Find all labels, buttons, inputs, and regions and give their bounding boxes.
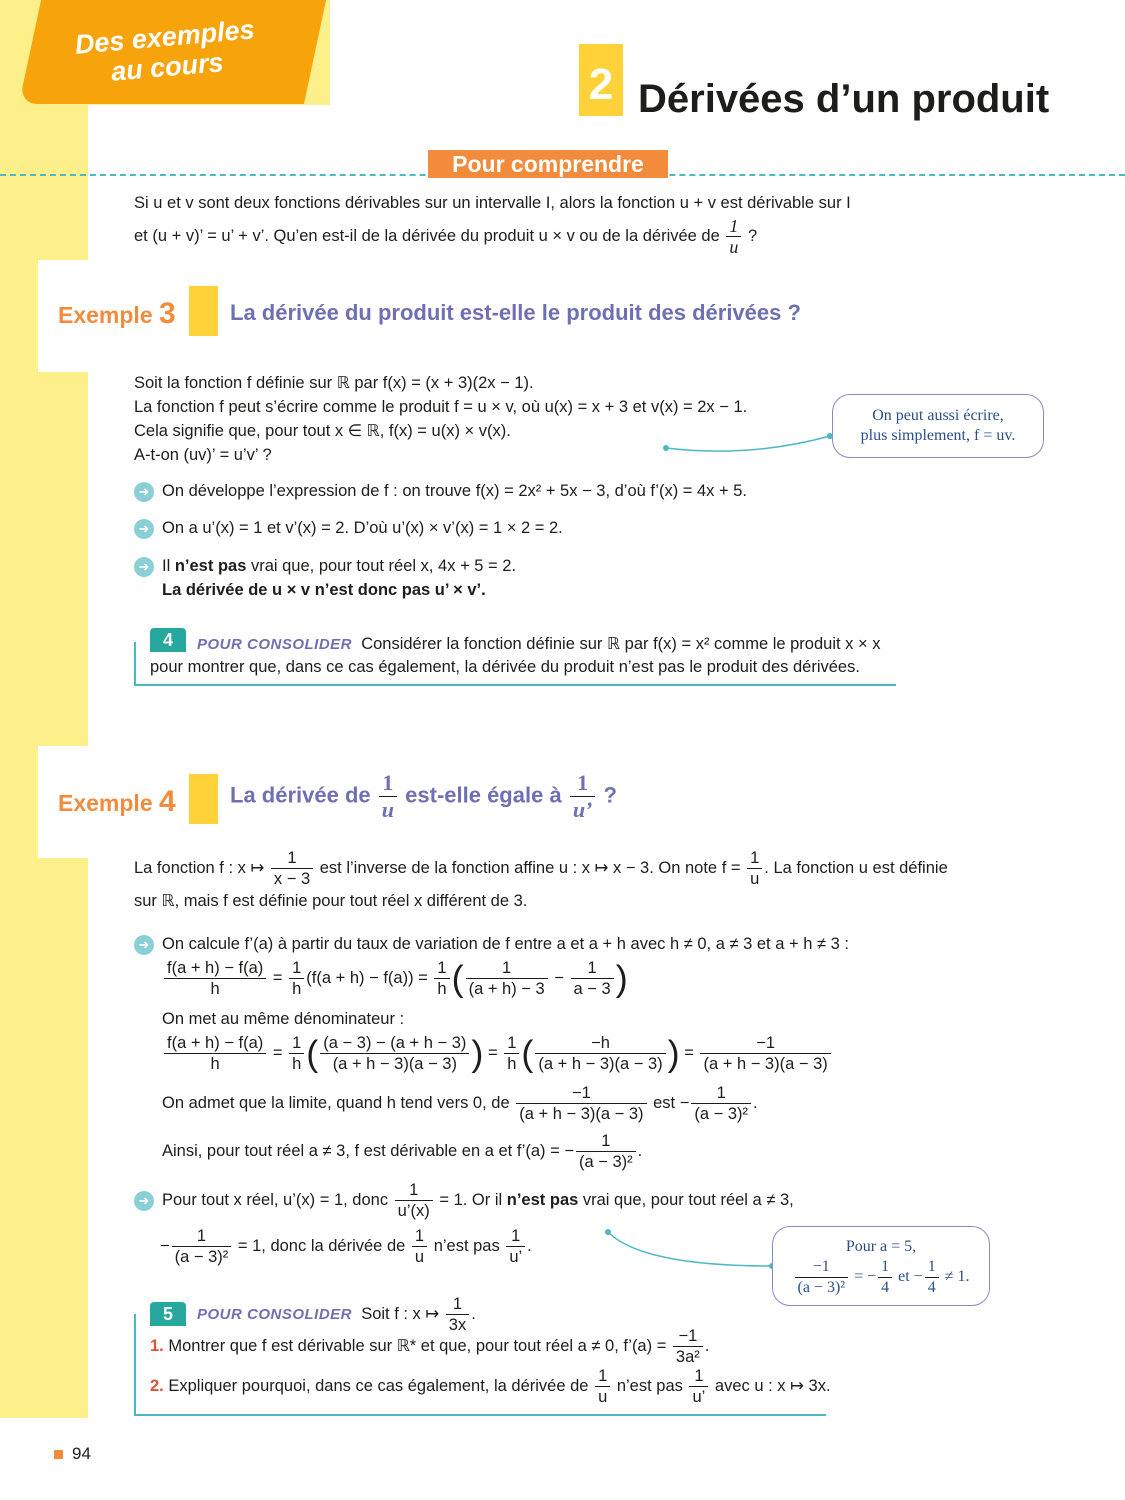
ex3-line1: Soit la fonction f définie sur ℝ par f(x) = (x + 3)(2x − 1). bbox=[134, 374, 534, 392]
consolider4-number: 4 bbox=[150, 628, 186, 652]
example4-bar bbox=[189, 774, 218, 824]
ex4-limit: On admet que la limite, quand h tend vers 0, de $\frac{-1}{(a + h - 3)(a - 3)}$ est − $\frac{1}{\text{(a − 3)²}}$ . bbox=[162, 1084, 758, 1123]
page-number: 94 bbox=[72, 1444, 91, 1463]
ex3-bullet2: ➜ On a u’(x) = 1 et v’(x) = 2. D’où u’(x) × v’(x) = 1 × 2 = 2. bbox=[134, 517, 563, 539]
intro-fraction: $\frac{1}{u}$ bbox=[726, 216, 741, 257]
example3-bar bbox=[189, 286, 218, 336]
ex4-bullet2-line2: − $\frac{1}{\text{(a − 3)²}}$ = 1, donc la dérivée de $\frac{1}{u}$ n’est pas $\frac{1}{u’}$ . bbox=[160, 1227, 532, 1266]
ex3-callout: On peut aussi écrire, plus simplement, f = uv. bbox=[832, 394, 1044, 458]
ex3-bullet1: ➜ On développe l’expression de f : on trouve f(x) = 2x² + 5x − 3, d’où f’(x) = 4x + 5. bbox=[134, 480, 747, 502]
page-bullet bbox=[54, 1450, 63, 1459]
arrow-icon: ➜ bbox=[134, 1191, 154, 1211]
consolider5-intro: POUR CONSOLIDER Soit f : x ↦ $\frac{1}{3x}$ . bbox=[197, 1295, 476, 1334]
example4-title: La dérivée de $\frac{1}{u}$ est-elle égale à $\frac{1}{u’}$ ? bbox=[230, 770, 617, 822]
arrow-icon: ➜ bbox=[134, 557, 154, 577]
consolider5-q2: 2. Expliquer pourquoi, dans ce cas également, la dérivée de $\frac{1}{u}$ n’est pas $\frac{1}{u’}$ avec u : x ↦ 3x. bbox=[150, 1367, 831, 1406]
consolider5-number: 5 bbox=[150, 1302, 186, 1326]
ex4-callout-connector bbox=[602, 1226, 778, 1272]
consolider4-line2: pour montrer que, dans ce cas également, la dérivée du produit n’est pas le produit des dérivées. bbox=[150, 658, 860, 676]
ex4-equation1: $\frac{f(a + h) - f(a)}{h}$ = $\frac{1}{h}$ (f(a + h) − f(a)) = $\frac{1}{h}$ ( $\frac{1}{(a + h) - 3}$ − $\frac{1}{a - 3}$ ) bbox=[162, 958, 628, 999]
intro-line2: et (u + v)’ = u’ + v’. Qu’en est-il de la dérivée du produit u × v ou de la dérivée de $\frac{1}{u}$ ? bbox=[134, 216, 758, 257]
example4-label: Exemple 4 bbox=[58, 785, 176, 818]
title-fraction-1: $\frac{1}{u}$ bbox=[379, 770, 397, 823]
example3-title: La dérivée du produit est-elle le produit des dérivées ? bbox=[230, 300, 801, 325]
ex4-bullet1: ➜ On calcule f’(a) à partir du taux de variation de f entre a et a + h avec h ≠ 0, a ≠ 3 et a + h ≠ 3 : bbox=[134, 933, 849, 955]
ex4-same-denominator: On met au même dénominateur : bbox=[162, 1010, 405, 1028]
ex4-callout: Pour a = 5, $\frac{-1}{\text{(a − 3)²}}$ = − $\frac{1}{4}$ et − $\frac{1}{4}$ ≠ 1. bbox=[772, 1226, 990, 1306]
ex3-line2: La fonction f peut s’écrire comme le produit f = u × v, où u(x) = x + 3 et v(x) = 2x − 1. bbox=[134, 398, 748, 416]
ex3-callout-connector bbox=[660, 430, 836, 456]
ex3-line3: Cela signifie que, pour tout x ∈ ℝ, f(x) = u(x) × v(x). bbox=[134, 422, 511, 440]
ex3-conclusion: La dérivée de u × v n’est donc pas u’ × v’. bbox=[162, 581, 486, 599]
ex3-bullet3: ➜ Il n’est pas vrai que, pour tout réel x, 4x + 5 = 2. bbox=[134, 555, 516, 577]
consolider4-line1: POUR CONSOLIDER Considérer la fonction définie sur ℝ par f(x) = x² comme le produit x × x bbox=[197, 635, 881, 653]
badge-text: Des exemples au cours bbox=[73, 14, 256, 87]
consolider5-q1: 1. Montrer que f est dérivable sur ℝ* et que, pour tout réel a ≠ 0, f’(a) = $\frac{-1}{\text{3a²}}$ . bbox=[150, 1327, 710, 1366]
sidebar-band bbox=[0, 0, 88, 1418]
ex4-ainsi: Ainsi, pour tout réel a ≠ 3, f est dérivable en a et f’(a) = − $\frac{1}{\text{(a − 3)²}}$ . bbox=[162, 1132, 643, 1171]
title-fraction-2: $\frac{1}{u’}$ bbox=[570, 770, 596, 823]
ex4-para-line2: sur ℝ, mais f est définie pour tout réel x différent de 3. bbox=[134, 892, 528, 910]
arrow-icon: ➜ bbox=[134, 935, 154, 955]
pour-comprendre-banner: Pour comprendre bbox=[428, 150, 668, 178]
intro-line1: Si u et v sont deux fonctions dérivables sur un intervalle I, alors la fonction u + v est dérivable sur I bbox=[134, 194, 851, 212]
example3-label: Exemple 3 bbox=[58, 297, 176, 330]
ex4-equation2: $\frac{f(a + h) - f(a)}{h}$ = $\frac{1}{h}$ ( $\frac{(a - 3) - (a + h - 3)}{(a + h - 3)(a - 3)}$ ) = $\frac{1}{h}$ ( $\frac{-h}{(a + h - 3)(a - 3)}$ ) = $\frac{-1}{(a + h - 3)(a - 3)}$ bbox=[162, 1033, 833, 1074]
arrow-icon: ➜ bbox=[134, 519, 154, 539]
ex4-para-line1: La fonction f : x ↦ $\frac{1}{x - 3}$ est l’inverse de la fonction affine u : x ↦ x − 3. On note f = $\frac{1}{u}$ . La fonction u est définie bbox=[134, 849, 948, 888]
ex4-bullet2: ➜ Pour tout x réel, u’(x) = 1, donc $\frac{1}{u’(x)}$ = 1. Or il n’est pas vrai que, pour tout réel a ≠ 3, bbox=[134, 1180, 794, 1221]
ex3-line4: A-t-on (uv)’ = u’v’ ? bbox=[134, 446, 272, 464]
section-number: 2 bbox=[579, 44, 623, 116]
arrow-icon: ➜ bbox=[134, 482, 154, 502]
section-title: Dérivées d’un produit bbox=[638, 77, 1050, 121]
